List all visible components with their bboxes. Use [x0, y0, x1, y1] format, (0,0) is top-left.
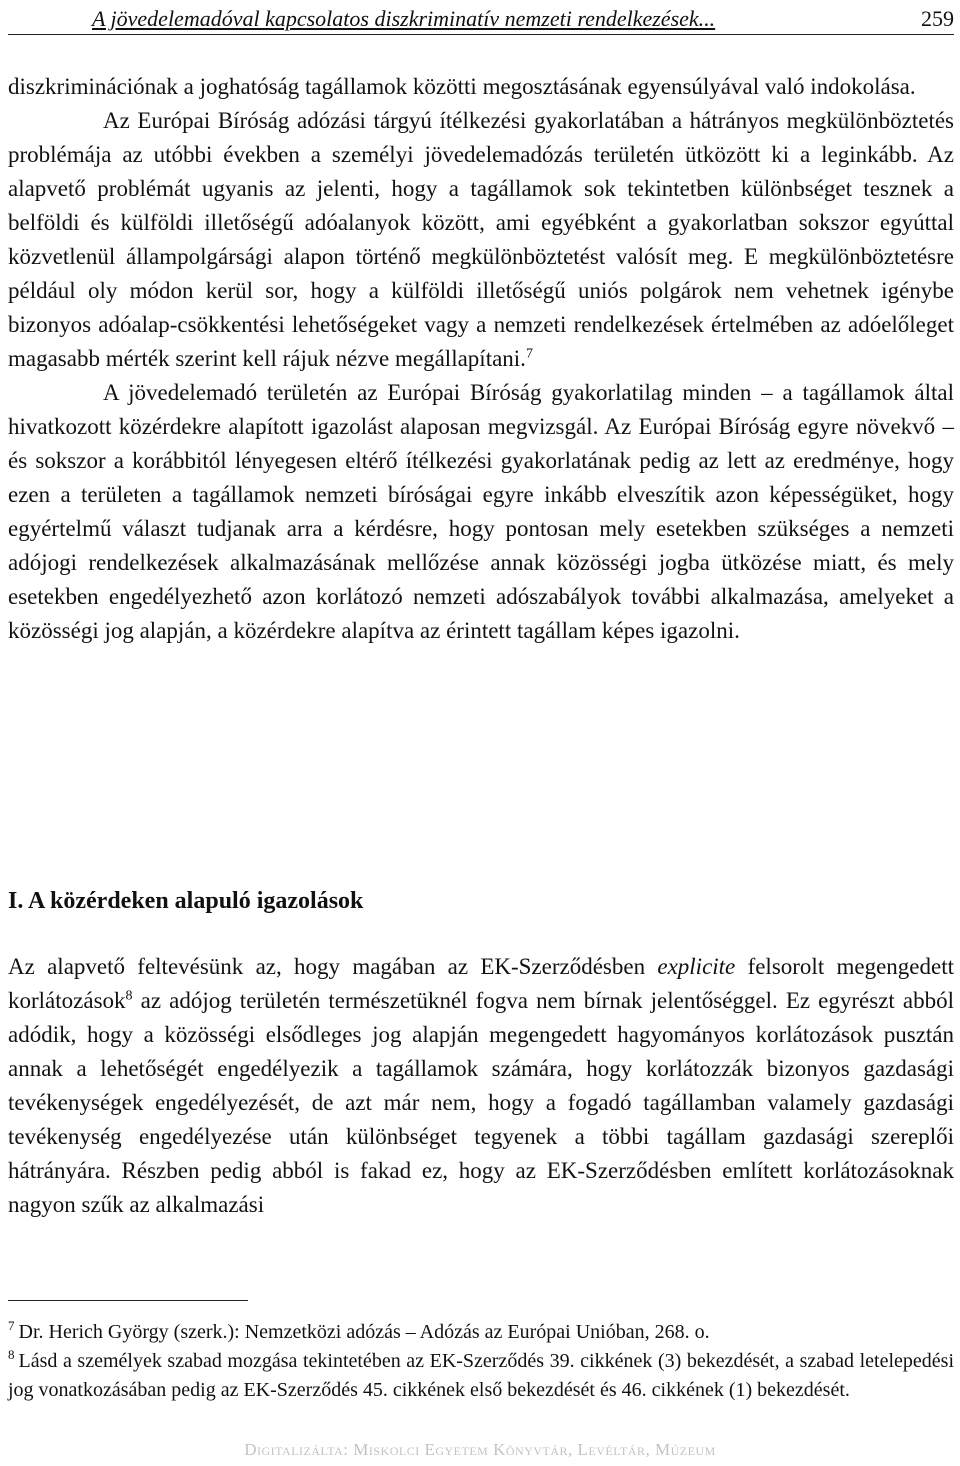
footnote-rule — [8, 1300, 248, 1301]
paragraph-text: Az alapvető feltevésünk az, hogy magában az EK-Szerződésben — [8, 954, 658, 979]
paragraph: A jövedelemadó területén az Európai Bíróság gyakorlatilag minden – a tagállamok által hivatkozott közérdekre alapított igazolást alaposan megvizsgál. Az Európai Bíróság egyre növekvő – és sokszor a korábbitól lényegesen eltérő ítélkezési gyakorlatának pedig az lett az eredménye, hogy ezen a területen a tagállamok nemzeti bíróságai egyre inkább elveszítik azon képességüket, hogy egyértelmű választ tudjanak arra a kérdésre, hogy pontosan mely esetekben szükséges a nemzeti adójogi rendelkezések alkalmazásának mellőzése annak közösségi jogba ütközése miatt, és mely esetekben engedélyezhető azon korlátozó nemzeti adószabályok további alkalmazása, amelyeket a közösségi jog alapján, a közérdekre alapítva az érintett tagállam képes igazolni. — [8, 380, 954, 643]
section-heading: I. A közérdeken alapuló igazolások — [8, 888, 364, 914]
paragraph-text: Az Európai Bíróság adózási tárgyú ítélkezési gyakorlatában a hátrányos megkülönböztetés problémája az utóbbi években a személyi jövedelemadózás területén ütközött ki a leginkább. Az alapvető problémát ugyanis az jelenti, hogy a tagállamok sok tekintetben különbséget tesznek a belföldi és külföldi illetőségű adóalanyok között, ami egyébként a gyakorlatban sokszor egyúttal közvetlenül állampolgársági alapon történő megkülönböztetést valósít meg. E megkülönböztetésre például oly módon kerül sor, hogy a külföldi illetőségű uniós polgárok nem vehetnek igénybe bizonyos adóalap-csökkentési lehetőségeket vagy a nemzeti rendelkezések értelmében az adóelőleget magasabb mérték szerint kell rájuk nézve megállapítani. — [8, 108, 954, 371]
footnote-text: Lásd a személyek szabad mozgása tekintetében az EK-Szerződés 39. cikkének (3) bekezdését, a szabad letelepedési jog vonatkozásában pedig az EK-Szerződés 45. cikkének első bekezdését és 46. cikkének (1) bekezdését. — [8, 1350, 954, 1401]
footnotes — [8, 1318, 954, 1405]
body-text-section — [8, 950, 954, 1222]
paragraph — [8, 104, 954, 376]
italic-term: explicite — [657, 954, 736, 979]
running-header — [92, 4, 954, 34]
footnote-ref[interactable]: 8 — [125, 988, 133, 1004]
body-text — [8, 70, 954, 648]
paragraph-text: felsorolt megengedett korlátozások — [8, 954, 954, 1013]
paragraph-text: az adójog területén természetüknél fogva nem bírnak jelentőséggel. Ez egyrészt abból adódik, hogy a közösségi elsődleges jog alapján megengedett hagyományos korlátozások pusztán annak a lehetőségét engedélyezik a tagállamok számára, hogy korlátozzák bizonyos gazdasági tevékenységek engedélyezését, de azt már nem, hogy a fogadó tagállamban valamely gazdasági tevékenység engedélyezése után különbséget tegyenek a többi tagállam gazdasági szereplői hátrányára. Részben pedig abból is fakad ez, hogy az EK-Szerződésben említett korlátozásoknak nagyon szűk az alkalmazási — [8, 988, 954, 1217]
page-number: 259 — [921, 6, 954, 31]
paragraph-continuation: diszkriminációnak a joghatóság tagállamok közötti megosztásának egyensúlyával való indokolása. — [8, 74, 916, 99]
paragraph — [8, 950, 954, 1222]
header-rule — [8, 34, 954, 35]
footnote — [8, 1318, 954, 1347]
footnote-mark: 8 — [8, 1347, 15, 1363]
digitization-watermark: Digitalizálta: Miskolci Egyetem Könyvtár, Levéltár, Múzeum — [244, 1440, 716, 1459]
running-title: A jövedelemadóval kapcsolatos diszkriminatív nemzeti rendelkezések... — [92, 6, 716, 31]
footnote — [8, 1347, 954, 1405]
footnote-text: Dr. Herich György (szerk.): Nemzetközi adózás – Adózás az Európai Unióban, 268. o. — [18, 1321, 710, 1343]
footnote-ref[interactable]: 7 — [525, 346, 533, 362]
footnote-mark: 7 — [8, 1318, 15, 1334]
